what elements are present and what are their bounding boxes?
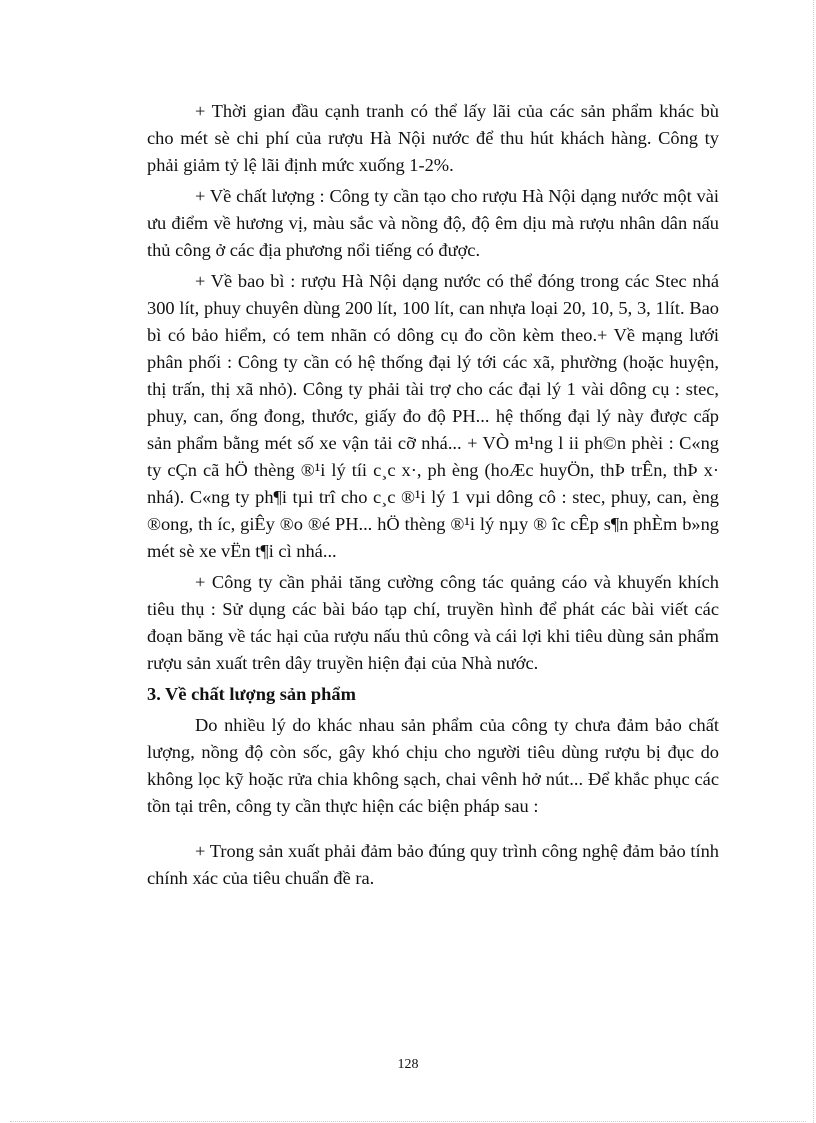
paragraph-quality-issues: Do nhiều lý do khác nhau sản phẩm của công ty chưa đảm bảo chất lượng, nồng độ còn sốc, gây khó chịu cho người tiêu dùng rượu bị đục do không lọc kỹ hoặc rửa chia không sạch, chai vênh hở nút... Để khắc phục các tồn tại trên, công ty cần thực hiện các biện pháp sau : <box>147 715 719 816</box>
paragraph-quality: + Về chất lượng : Công ty cần tạo cho rượu Hà Nội dạng nước một vài ưu điểm về hương vị, màu sắc và nồng độ, độ êm dịu mà rượu nhân dân nấu thủ công ở các địa phương nổi tiếng có được. <box>147 186 719 260</box>
document-body <box>147 98 719 896</box>
paragraph-packaging: + Về bao bì : rượu Hà Nội dạng nước có thể đóng trong các Stec nhá 300 lít, phuy chuyên dùng 200 lít, 100 lít, can nhựa loại 20, 10, 5, 3, 1lít. Bao bì có bảo hiểm, có tem nhãn có dông cụ đo cồn kèm theo.+ Về mạng lưới phân phối : Công ty cần có hệ thống đại lý tới các xã, phường (hoặc huyện, thị trấn, thị xã nhỏ). Công ty phải tài trợ cho các đại lý 1 vài dông cụ : stec, phuy, can, ống đong, thước, giấy đo độ PH... hệ thống đại lý này được cấp sản phẩm bằng mét số xe vận tải cỡ nhá... + VÒ m¹ng l ii ph©n phèi : C«ng ty cÇn cã hÖ thèng ®¹i lý tíi c¸c x·, ph èng (hoÆc huyÖn, thÞ trÊn, thÞ x· nhá). C«ng ty ph¶i tµi trî cho c¸c ®¹i lý 1 vµi dông cô : stec, phuy, can, èng ®ong, th íc, giÊy ®o ®é PH... hÖ thèng ®¹i lý nµy ® îc cÊp s¶n phÈm b»ng mét sè xe vËn t¶i cì nhá... <box>147 271 719 561</box>
page-right-border <box>813 0 814 1123</box>
paragraph-advertising: + Công ty cần phải tăng cường công tác quảng cáo và khuyến khích tiêu thụ : Sử dụng các bài báo tạp chí, truyền hình để phát các bài viết các đoạn băng về tác hại của rượu nấu thủ công và cái lợi khi tiêu dùng sản phẩm rượu sản xuất trên dây truyền hiện đại của Nhà nước. <box>147 572 719 673</box>
paragraph-spacer <box>147 824 719 838</box>
page-number: 128 <box>397 1057 419 1072</box>
page-bottom-border <box>10 1121 806 1122</box>
paragraph-production-process: + Trong sản xuất phải đảm bảo đúng quy trình công nghệ đảm bảo tính chính xác của tiêu chuẩn đề ra. <box>147 841 719 888</box>
paragraph-pricing: + Thời gian đầu cạnh tranh có thể lấy lãi của các sản phẩm khác bù cho mét sè chi phí của rượu Hà Nội nước để thu hút khách hàng. Công ty phải giảm tỷ lệ lãi định mức xuống 1-2%. <box>147 101 719 175</box>
section-heading: 3. Về chất lượng sản phẩm <box>147 684 356 704</box>
